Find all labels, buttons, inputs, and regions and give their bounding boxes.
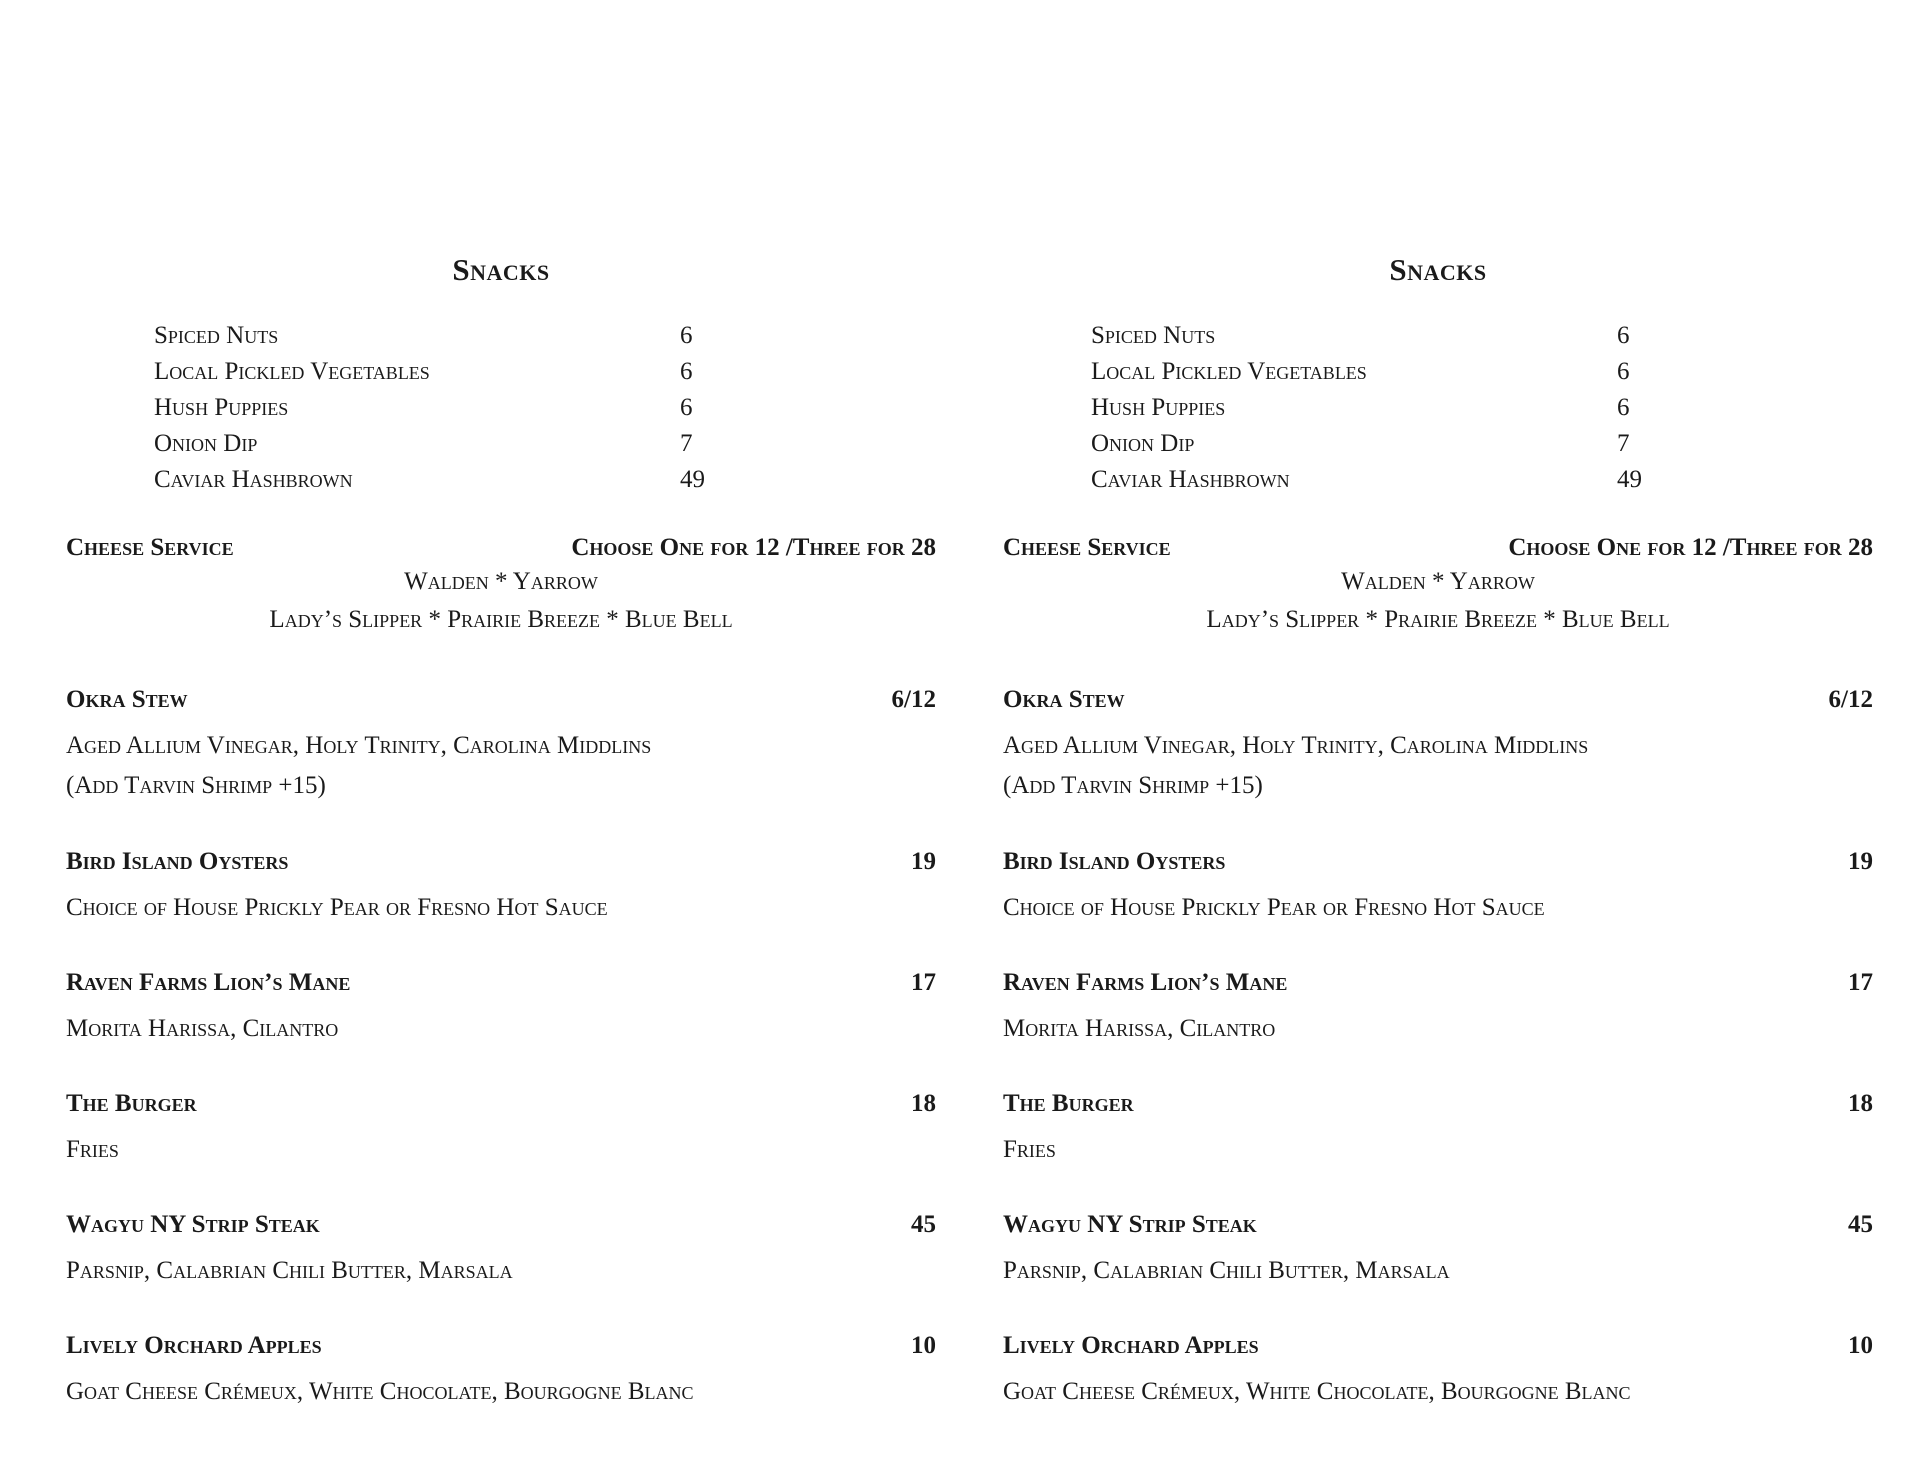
dish-header: [1003, 848, 1873, 888]
snack-price: 6: [1617, 394, 1630, 421]
dish-price: 6/12: [1828, 686, 1873, 713]
dish-item: [66, 1090, 936, 1170]
cheese-service-pricing: Choose One for 12 /Three for 28: [1508, 534, 1873, 561]
snack-item: [1091, 394, 1651, 430]
dish-name: Wagyu NY Strip Steak: [66, 1211, 320, 1238]
menu-panel-left: [66, 0, 936, 1484]
snack-name: Onion Dip: [154, 430, 258, 457]
dish-name: Wagyu NY Strip Steak: [1003, 1211, 1257, 1238]
dish-header: [66, 1090, 936, 1130]
cheese-options-line: Lady’s Slipper * Prairie Breeze * Blue Bell: [1206, 606, 1670, 633]
dish-name: Raven Farms Lion’s Mane: [66, 969, 351, 996]
dish-name: Bird Island Oysters: [1003, 848, 1226, 875]
dish-name: The Burger: [66, 1090, 197, 1117]
snack-name: Caviar Hashbrown: [1091, 466, 1290, 493]
dish-price: 10: [1848, 1332, 1873, 1359]
dish-item: [1003, 1332, 1873, 1412]
dish-description: Goat Cheese Crémeux, White Chocolate, Bourgogne Blanc: [66, 1378, 694, 1405]
snack-item: [1091, 466, 1651, 502]
dish-name: Lively Orchard Apples: [1003, 1332, 1259, 1359]
dish-name: Raven Farms Lion’s Mane: [1003, 969, 1288, 996]
section-title-snacks: Snacks: [452, 252, 550, 287]
cheese-options-line: Walden * Yarrow: [1341, 568, 1535, 595]
dish-description: Fries: [66, 1136, 119, 1163]
snack-name: Onion Dip: [1091, 430, 1195, 457]
snack-item: [1091, 322, 1651, 358]
dish-header: [1003, 969, 1873, 1009]
cheese-options-line: Lady’s Slipper * Prairie Breeze * Blue Bell: [269, 606, 733, 633]
dish-description: Aged Allium Vinegar, Holy Trinity, Carolina Middlins: [1003, 732, 1589, 759]
dish-price: 17: [1848, 969, 1873, 996]
cheese-service: [66, 534, 936, 644]
dish-description: Choice of House Prickly Pear or Fresno Hot Sauce: [1003, 894, 1545, 921]
snack-name: Local Pickled Vegetables: [154, 358, 430, 385]
dish-price: 19: [911, 848, 936, 875]
snack-price: 6: [680, 358, 693, 385]
dish-price: 6/12: [891, 686, 936, 713]
dish-price: 10: [911, 1332, 936, 1359]
dish-item: [66, 969, 936, 1049]
snack-item: [154, 430, 714, 466]
cheese-service: [1003, 534, 1873, 644]
dish-description: Goat Cheese Crémeux, White Chocolate, Bourgogne Blanc: [1003, 1378, 1631, 1405]
dish-item: [1003, 848, 1873, 928]
cheese-service-title: Cheese Service: [66, 534, 234, 561]
cheese-options-line: Walden * Yarrow: [404, 568, 598, 595]
cheese-service-title: Cheese Service: [1003, 534, 1171, 561]
dish-header: [1003, 686, 1873, 726]
snack-price: 49: [680, 466, 705, 493]
snack-item: [1091, 430, 1651, 466]
snack-price: 49: [1617, 466, 1642, 493]
dish-description: Morita Harissa, Cilantro: [66, 1015, 339, 1042]
dish-header: [66, 686, 936, 726]
snack-price: 6: [680, 394, 693, 421]
cheese-service-pricing: Choose One for 12 /Three for 28: [571, 534, 936, 561]
dish-description: (Add Tarvin Shrimp +15): [66, 772, 326, 799]
menu-panel-right: [1003, 0, 1873, 1484]
dish-item: [1003, 686, 1873, 806]
dish-description: Parsnip, Calabrian Chili Butter, Marsala: [1003, 1257, 1450, 1284]
dish-header: [66, 1332, 936, 1372]
dish-name: Bird Island Oysters: [66, 848, 289, 875]
snacks-list: [1091, 322, 1651, 502]
dish-description: Choice of House Prickly Pear or Fresno Hot Sauce: [66, 894, 608, 921]
dish-item: [1003, 1211, 1873, 1291]
snack-price: 7: [1617, 430, 1630, 457]
dish-price: 45: [1848, 1211, 1873, 1238]
dish-item: [66, 1332, 936, 1412]
dishes-list: [1003, 686, 1873, 1412]
dish-name: Okra Stew: [66, 686, 188, 713]
snack-item: [154, 358, 714, 394]
dish-header: [66, 969, 936, 1009]
dish-header: [1003, 1090, 1873, 1130]
dish-name: Lively Orchard Apples: [66, 1332, 322, 1359]
dish-item: [66, 848, 936, 928]
snack-name: Spiced Nuts: [1091, 322, 1216, 349]
dishes-list: [66, 686, 936, 1412]
dish-description: Aged Allium Vinegar, Holy Trinity, Carolina Middlins: [66, 732, 652, 759]
dish-price: 45: [911, 1211, 936, 1238]
snack-item: [154, 322, 714, 358]
snack-price: 6: [680, 322, 693, 349]
dish-header: [66, 1211, 936, 1251]
dish-item: [66, 1211, 936, 1291]
cheese-service-header: [66, 534, 936, 568]
dish-header: [1003, 1332, 1873, 1372]
dish-name: Okra Stew: [1003, 686, 1125, 713]
dish-item: [1003, 1090, 1873, 1170]
dish-price: 18: [1848, 1090, 1873, 1117]
section-title-snacks: Snacks: [1389, 252, 1487, 287]
snack-price: 6: [1617, 322, 1630, 349]
dish-description: Parsnip, Calabrian Chili Butter, Marsala: [66, 1257, 513, 1284]
snacks-list: [154, 322, 714, 502]
dish-price: 19: [1848, 848, 1873, 875]
snack-item: [154, 466, 714, 502]
snack-name: Local Pickled Vegetables: [1091, 358, 1367, 385]
dish-header: [66, 848, 936, 888]
snack-item: [154, 394, 714, 430]
dish-description: (Add Tarvin Shrimp +15): [1003, 772, 1263, 799]
dish-item: [66, 686, 936, 806]
dish-price: 18: [911, 1090, 936, 1117]
dish-description: Fries: [1003, 1136, 1056, 1163]
dish-item: [1003, 969, 1873, 1049]
dish-description: Morita Harissa, Cilantro: [1003, 1015, 1276, 1042]
snack-price: 6: [1617, 358, 1630, 385]
dish-header: [1003, 1211, 1873, 1251]
dish-price: 17: [911, 969, 936, 996]
snack-item: [1091, 358, 1651, 394]
snack-name: Caviar Hashbrown: [154, 466, 353, 493]
snack-name: Hush Puppies: [154, 394, 289, 421]
snack-name: Spiced Nuts: [154, 322, 279, 349]
cheese-service-header: [1003, 534, 1873, 568]
snack-name: Hush Puppies: [1091, 394, 1226, 421]
dish-name: The Burger: [1003, 1090, 1134, 1117]
snack-price: 7: [680, 430, 693, 457]
